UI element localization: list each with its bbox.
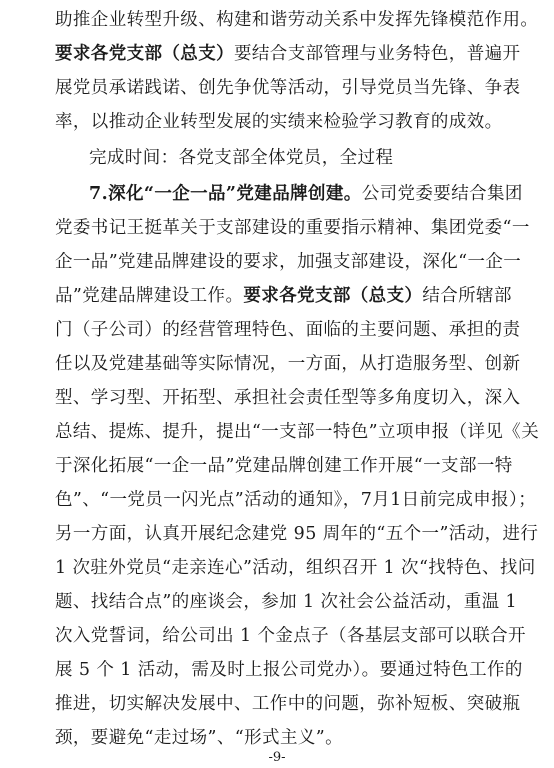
paragraph-line — [55, 689, 520, 719]
paragraph-line — [55, 213, 530, 243]
paragraph-line — [55, 587, 517, 617]
body-text: 要结合支部管理与业务特色，普遍开 — [234, 44, 521, 64]
paragraph-line — [55, 451, 513, 481]
paragraph-line — [55, 383, 520, 413]
paragraph-line — [55, 281, 512, 311]
page-number: -9- — [268, 750, 286, 765]
body-text: 总结、提炼、提升，提出“一支部一特色”立项申报（详见《关 — [55, 422, 540, 442]
paragraph-line — [55, 247, 521, 277]
body-text: 企一品”党建品牌建设的要求，加强支部建设，深化“一企一 — [55, 252, 522, 272]
paragraph-line — [89, 179, 523, 209]
body-text: 1 次驻外党员“走亲连心”活动，组织召开 1 次“找特色、找问 — [55, 558, 536, 578]
paragraph-line — [55, 655, 523, 685]
body-text: 门（子公司）的经营管理特色、面临的主要问题、承担的责 — [55, 320, 521, 340]
paragraph-line — [55, 349, 520, 379]
body-text: 另一方面，认真开展纪念建党 95 周年的“五个一”活动，进行 — [55, 524, 539, 544]
body-text: 展党员承诺践诺、创先争优等活动，引导党员当先锋、争表 — [55, 78, 521, 98]
paragraph-line — [55, 73, 520, 103]
paragraph-line — [55, 39, 520, 69]
body-text: 展 5 个 1 活动，需及时上报公司党办）。要通过特色工作的 — [55, 660, 523, 680]
bold-text: 要求各党支部（总支） — [243, 286, 423, 306]
bold-text: 7.深化“一企一品”党建品牌创建。 — [89, 184, 362, 204]
paragraph-line — [55, 315, 520, 345]
body-text: 于深化拓展“一企一品”党建品牌创建工作开展“一支部一特 — [55, 456, 513, 476]
paragraph-line — [55, 519, 538, 549]
body-text: 结合所辖部 — [422, 286, 512, 306]
paragraph-line — [55, 553, 536, 583]
paragraph-line — [55, 5, 538, 35]
paragraph-line — [55, 621, 526, 651]
body-text: 助推企业转型升级、构建和谐劳动关系中发挥先锋模范作用。 — [55, 10, 539, 30]
paragraph-line — [55, 485, 536, 515]
body-text: 品”党建品牌建设工作。 — [55, 286, 244, 306]
body-text: 任以及党建基础等实际情况，一方面，从打造服务型、创新 — [55, 354, 521, 374]
body-text: 率，以推动企业转型发展的实绩来检验学习教育的成效。 — [55, 112, 503, 132]
body-text: 党委书记王挺革关于支部建设的重要指示精神、集团党委“一 — [55, 218, 530, 238]
paragraph-line — [55, 107, 503, 137]
body-text: 次入党誓词，给公司出 1 个金点子（各基层支部可以联合开 — [55, 626, 526, 646]
body-text: 颈，要避免“走过场”、“形式主义”。 — [55, 728, 343, 748]
body-text: 推进，切实解决发展中、工作中的问题，弥补短板、突破瓶 — [55, 694, 521, 714]
body-text: 题、找结合点”的座谈会，参加 1 次社会公益活动，重温 1 — [55, 592, 518, 612]
body-text: 公司党委要结合集团 — [361, 184, 523, 204]
body-text: 色”、“一党员一闪光点”活动的通知》，7月1日前完成申报）； — [55, 490, 537, 510]
paragraph-line — [55, 417, 539, 447]
bold-text: 要求各党支部（总支） — [55, 44, 234, 64]
paragraph-line — [89, 143, 393, 173]
body-text: 完成时间：各党支部全体党员，全过程 — [89, 148, 394, 168]
body-text: 型、学习型、开拓型、承担社会责任型等多角度切入，深入 — [55, 388, 521, 408]
